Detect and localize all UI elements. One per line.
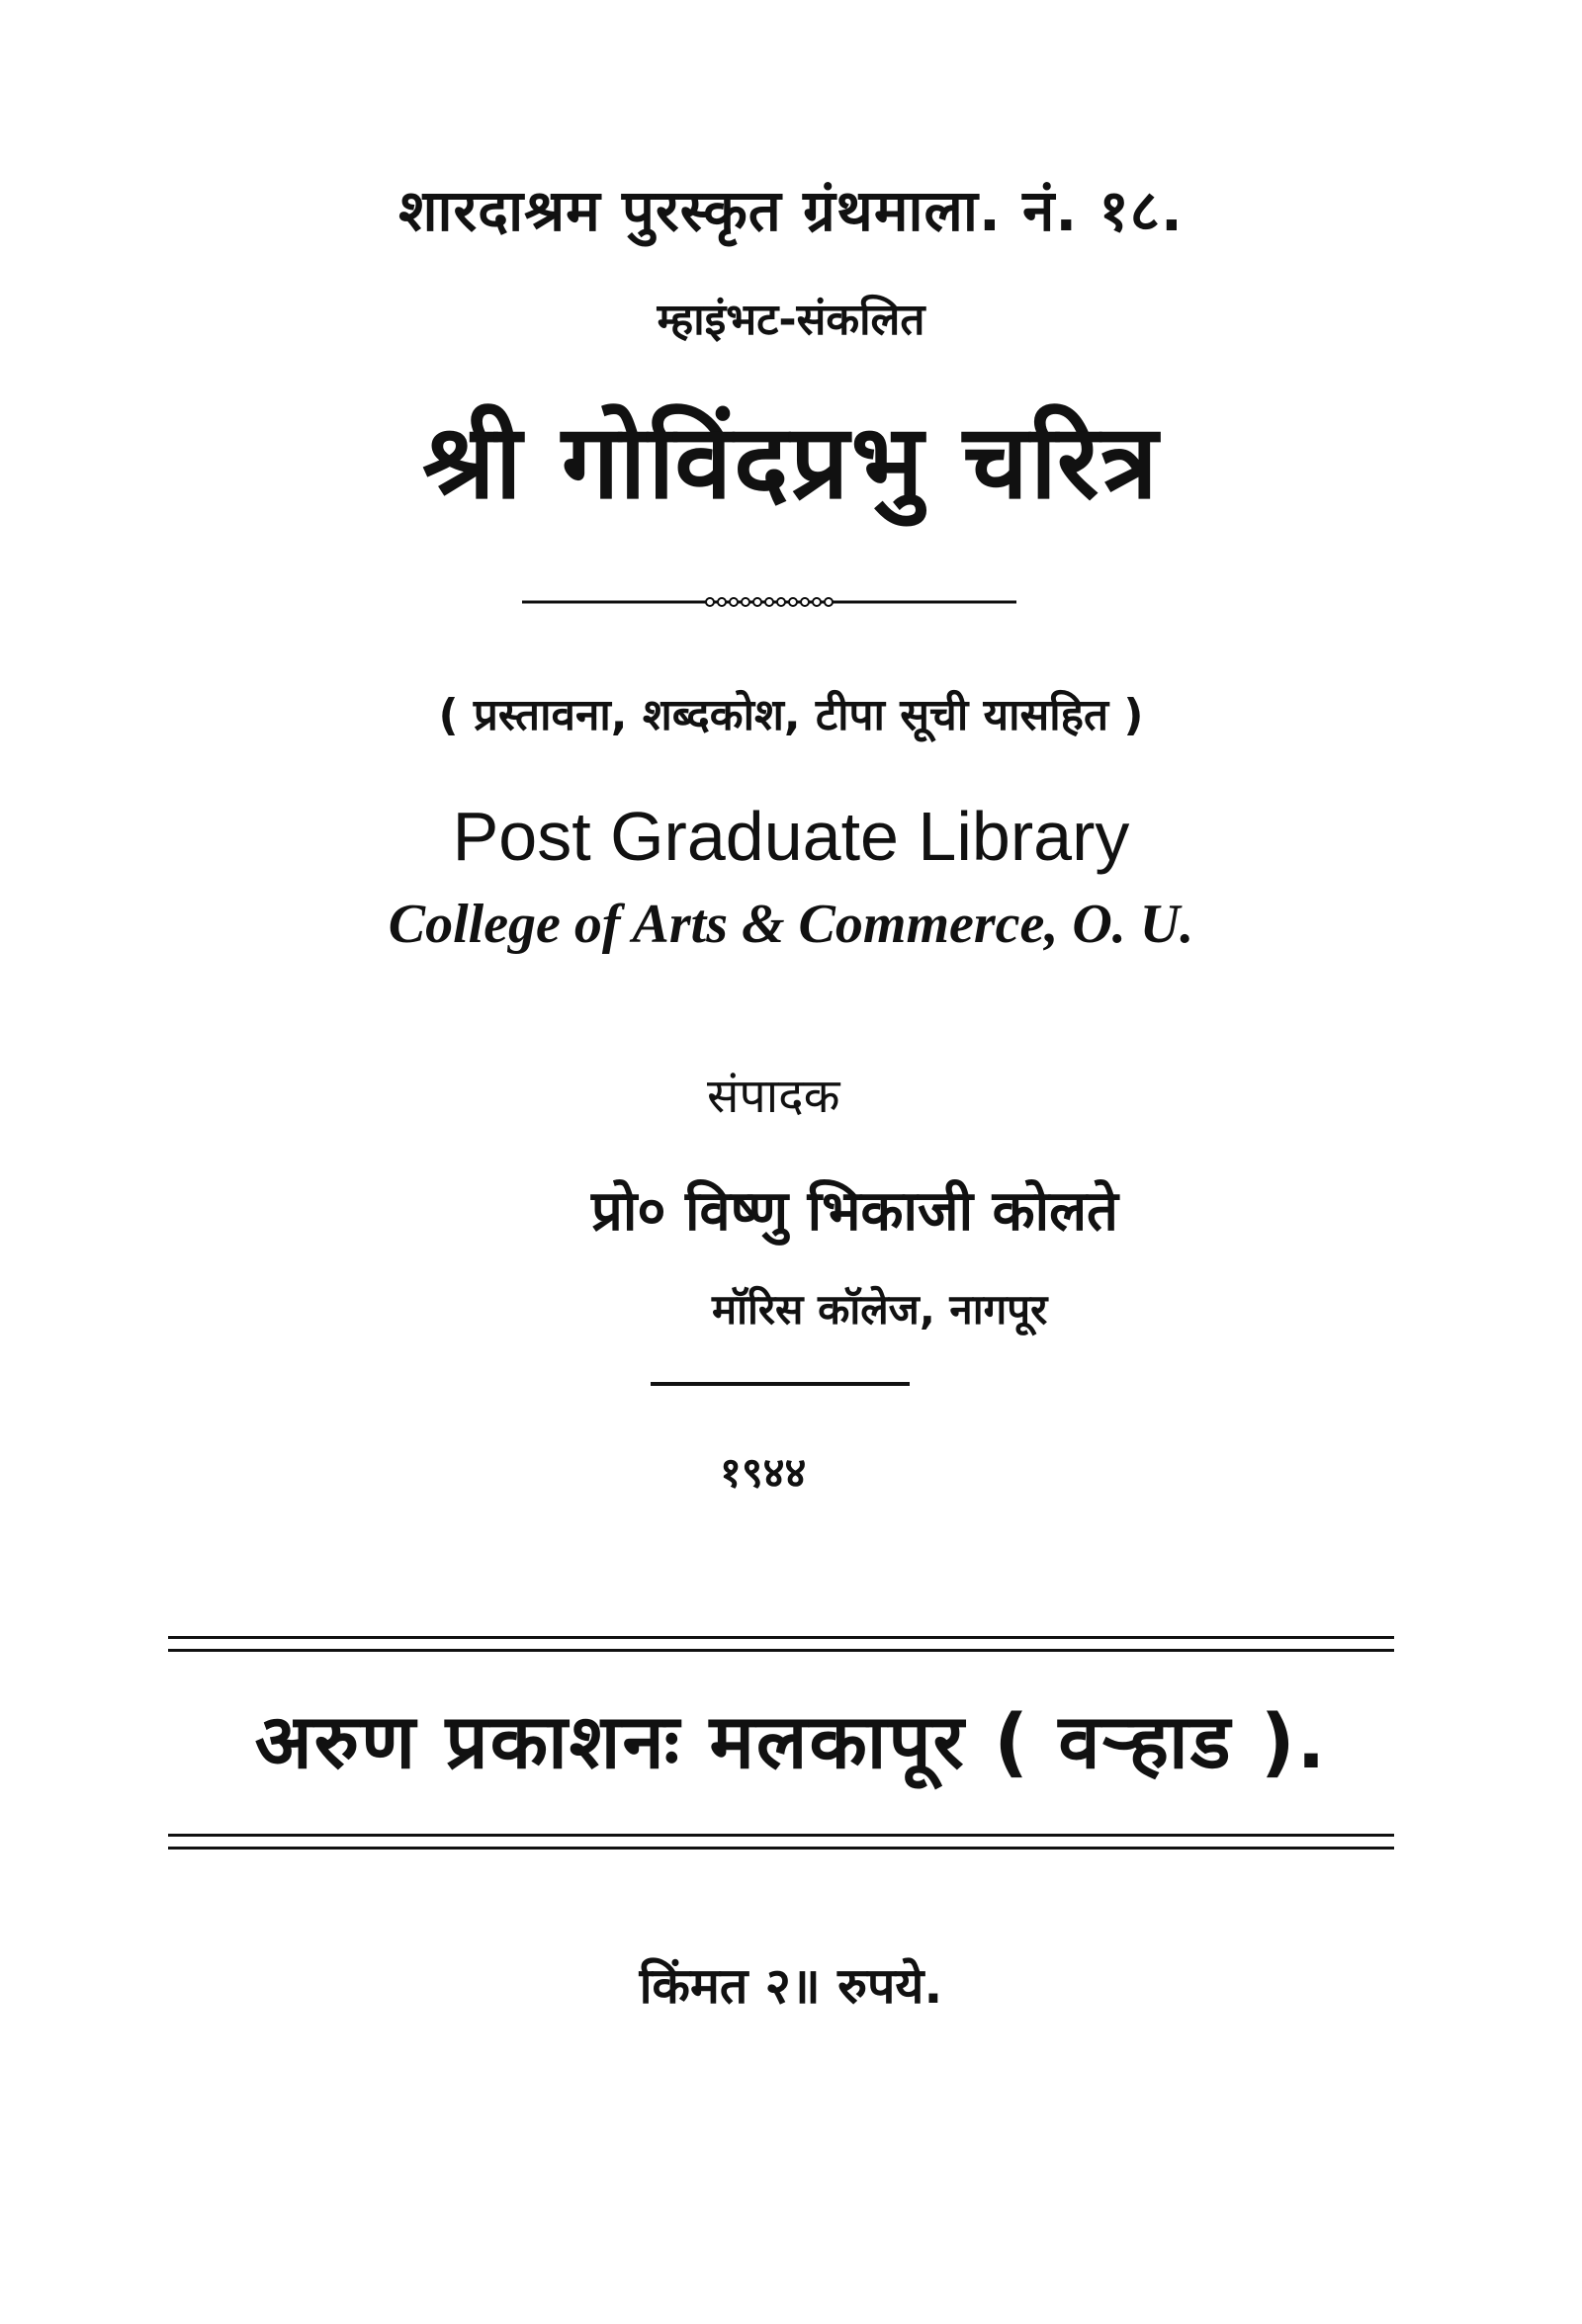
price-line: किंमत २॥ रुपये.	[639, 1957, 943, 2015]
editor-name: प्रो० विष्णु भिकाजी कोलते	[591, 1179, 1118, 1244]
publisher-bottom-rule-2	[168, 1847, 1394, 1850]
library-stamp-line2: College of Arts & Commerce, O. U.	[388, 894, 1194, 955]
contents-note: ( प्रस्तावना, शब्दकोश, टीपा सूची यासहित )	[438, 690, 1144, 740]
publisher-line: अरुण प्रकाशनः मलकापूर ( वऱ्हाड ).	[254, 1697, 1328, 1785]
editor-label: संपादक	[707, 1069, 840, 1124]
publisher-top-rule-1	[168, 1636, 1394, 1639]
editor-affiliation: मॉरिस कॉलेज, नागपूर	[712, 1285, 1048, 1334]
publication-year: १९४४	[720, 1448, 807, 1497]
publisher-top-rule-2	[168, 1649, 1394, 1652]
ornamental-rule	[522, 595, 1016, 609]
series-line: शारदाश्रम पुरस्कृत ग्रंथमाला. नं. १८.	[398, 177, 1184, 244]
library-stamp-line1: Post Graduate Library	[452, 798, 1130, 875]
compiler-line: म्हाइंभट-संकलित	[657, 295, 925, 345]
book-title: श्री गोविंदप्रभु चरित्र	[422, 401, 1160, 522]
divider	[651, 1382, 910, 1386]
publisher-bottom-rule-1	[168, 1834, 1394, 1837]
